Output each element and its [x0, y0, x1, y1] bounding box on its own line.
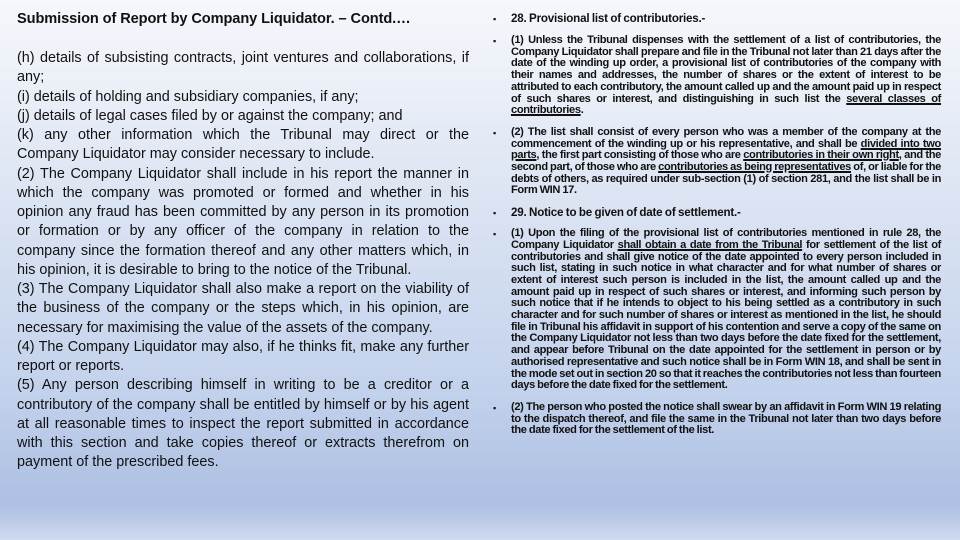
underlined-phrase: contributories in their own right: [743, 149, 899, 162]
rule-29-subrule-1: [493, 228, 941, 392]
rule-29-subrule-2: [493, 402, 941, 437]
bullet-icon: ▪: [493, 14, 496, 24]
body-text: , and the second part, of those who are: [511, 149, 941, 174]
heading-text: 29. Notice to be given of date of settlement.-: [511, 206, 741, 220]
bullet-icon: ▪: [493, 229, 496, 240]
body-text: (2) The person who posted the notice shall swear by an affidavit in Form WIN 19 relating to the dispatch thereof, and file the same in the Tribunal not later than two days before the date fixed for the settlement of the list.: [511, 400, 941, 437]
underlined-phrase: divided into two parts: [511, 137, 941, 162]
underlined-phrase: several classes of contributories: [511, 92, 941, 117]
rule-28-heading: [493, 12, 941, 26]
clause-i: (i) details of holding and subsidiary companies, if any;: [17, 88, 359, 105]
body-text: .: [580, 104, 584, 117]
clause-j: (j) details of legal cases filed by or against the company; and: [17, 107, 403, 124]
slide-title: Submission of Report by Company Liquidator. – Contd.…: [17, 11, 411, 27]
underlined-phrase: contributories as being representatives: [658, 161, 851, 174]
subsection-5: (5) Any person describing himself in writing to be a creditor or a contributory of the company shall be entitled by himself or by his agent at all reasonable times to inspect the report submitted in accordance with this section and take copies thereof or extracts therefrom on payment of the prescribed fees.: [17, 377, 469, 471]
body-text: for settlement of the list of contributories and shall give notice of the date appointed to every person included in such list, stating in such notice in what character and for what number of shares or extent of interest such person is included in the list, the amount called up and the amount paid up in respect of such shares or interest, and informing such person by such notice that if he intends to object to his being settled as a contributory in such character and for such number of shares or interest as mentioned in the list, he should file in Tribunal his affidavit in support of his contention and serve a copy of the same on the Company Liquidator not less than two days before the date fixed for the settlement, and appear before Tribunal on the date appointed for the settlement in person or by authorised representative and such notice shall be in Form WIN 18, and shall be sent in the mode set out in section 20 so that it reaches the contributories not less than fourteen days before the date fixed for the settlement.: [511, 238, 941, 392]
heading-text: 28. Provisional list of contributories.-: [511, 12, 706, 25]
clause-h: (h) details of subsisting contracts, joint ventures and collaborations, if any;: [17, 50, 469, 86]
subsection-3: (3) The Company Liquidator shall also make a report on the viability of the business of the company or the steps which, in his opinion, are necessary for maximising the value of the assets of the company.: [17, 281, 469, 336]
left-body: [17, 49, 469, 473]
body-text: , the first part consisting of those who are: [536, 149, 744, 162]
rule-28-subrule-2: [493, 127, 941, 197]
rule-29-heading: [493, 206, 941, 220]
subsection-4: (4) The Company Liquidator may also, if he thinks fit, make any further report or reports.: [17, 338, 469, 374]
body-text: (2) The list shall consist of every person who was a member of the company at the commencement of the winding up or his representative, and shall be: [511, 125, 941, 150]
subsection-2: (2) The Company Liquidator shall include in his report the manner in which the company was promoted or formed and whether in his opinion any fraud has been committed by any person in its promotion or formation or by any officer of the company in relation to the company since the formation thereof and any other matters which, in his opinion, it is desirable to bring to the notice of the Tribunal.: [17, 165, 469, 278]
bullet-icon: ▪: [493, 36, 496, 46]
right-column: [493, 8, 941, 437]
body-text: (1) Upon the filing of the provisional list of contributories mentioned in rule 28, the Company Liquidator: [511, 227, 941, 251]
body-text: of, or liable for the debts of others, as required under sub-section (1) of section 281, and the list shall be in Form WIN 17.: [511, 161, 941, 197]
bullet-icon: ▪: [493, 127, 496, 138]
underlined-phrase: shall obtain a date from the Tribunal: [617, 238, 803, 251]
rule-28-subrule-1: [493, 35, 941, 117]
clause-k: (k) any other information which the Tribunal may direct or the Company Liquidator may consider necessary to include.: [17, 127, 469, 163]
body-text: (1) Unless the Tribunal dispenses with the settlement of a list of contributories, the Company Liquidator shall prepare and file in the Tribunal not later than 21 days after the date of the winding up order, a provisional list of contributories of the company with their names and addresses, the number of shares or the extent of interest to be attributed to each contributory, the amount called up and the amount paid up in respect of such shares or interest, and distinguishing in such list the: [511, 34, 941, 105]
left-column: [17, 9, 469, 473]
bullet-icon: ▪: [493, 208, 496, 219]
bullet-icon: ▪: [493, 402, 496, 413]
